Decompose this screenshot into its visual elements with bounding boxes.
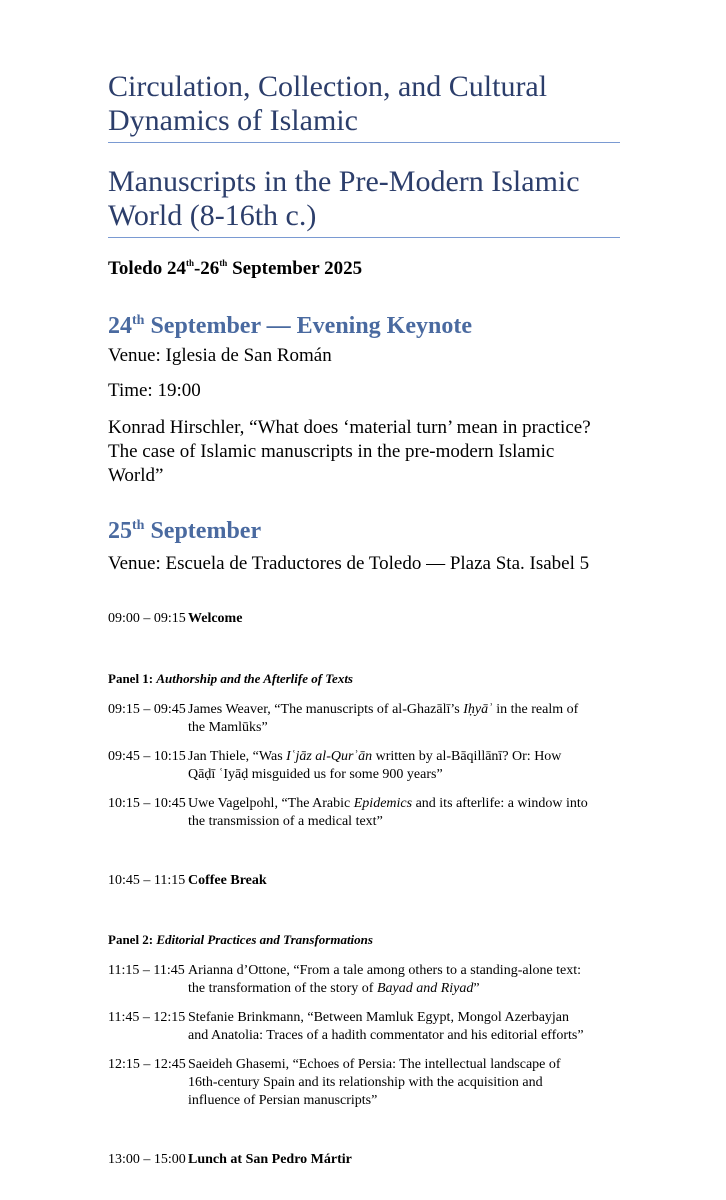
location-dates bbox=[108, 258, 362, 280]
talk-continuation: 16th-century Spain and its relationship with the acquisition and bbox=[188, 1075, 543, 1090]
panel2-title: Editorial Practices and Transformations bbox=[156, 932, 373, 947]
coffee-entry bbox=[108, 872, 608, 890]
day1-heading-num: 24 bbox=[108, 313, 132, 339]
talk-entry bbox=[108, 748, 608, 784]
day1-heading-rest: September — Evening Keynote bbox=[144, 313, 472, 339]
talk-italic: Iḥyāʾ bbox=[463, 702, 493, 717]
day2-heading-rest: September bbox=[144, 518, 262, 544]
day1-venue: Venue: Iglesia de San Román bbox=[108, 345, 332, 366]
entry-time: 11:45 – 12:15 bbox=[108, 1010, 186, 1025]
talk-cont-text: the transformation of the story of bbox=[188, 981, 377, 996]
talk-text: Arianna d’Ottone, “From a tale among others to a standing-alone text: bbox=[188, 963, 582, 978]
talk-text-end: in the realm of bbox=[492, 702, 579, 717]
day2-heading-num: 25 bbox=[108, 518, 132, 544]
panel2-heading bbox=[108, 932, 373, 948]
panel1-title: Authorship and the Afterlife of Texts bbox=[156, 671, 353, 686]
entry-time: 13:00 – 15:00 bbox=[108, 1152, 186, 1167]
entry-time: 10:45 – 11:15 bbox=[108, 873, 186, 888]
entry-time: 09:15 – 09:45 bbox=[108, 702, 186, 717]
talk-continuation: the Mamlūks” bbox=[188, 720, 268, 735]
location-sup2: th bbox=[219, 258, 228, 268]
day1-heading bbox=[108, 313, 472, 340]
talk-text: Saeideh Ghasemi, “Echoes of Persia: The intellectual landscape of bbox=[188, 1057, 561, 1072]
talk-text: James Weaver, “The manuscripts of al-Ghazālī’s bbox=[188, 702, 464, 717]
location-city: Toledo 24 bbox=[108, 258, 186, 279]
talk-text: Stefanie Brinkmann, “Between Mamluk Egypt, Mongol Azerbayjan bbox=[188, 1010, 570, 1025]
talk-text: Jan Thiele, “Was bbox=[188, 749, 287, 764]
talk-continuation bbox=[108, 980, 608, 998]
panel1-heading bbox=[108, 671, 353, 687]
entry-time: 10:15 – 10:45 bbox=[108, 796, 186, 811]
lunch-entry bbox=[108, 1151, 608, 1169]
location-mid: -26 bbox=[193, 258, 220, 279]
talk-italic: Iʿjāz al-Qurʾān bbox=[286, 749, 373, 764]
entry-time: 11:15 – 11:45 bbox=[108, 963, 185, 978]
talk-continuation: the transmission of a medical text” bbox=[188, 814, 383, 829]
talk-text-end: written by al-Bāqillānī? Or: How bbox=[372, 749, 562, 764]
talk-italic: Bayad and Riyad bbox=[376, 981, 474, 996]
talk-continuation: Qāḍī ʿIyāḍ misguided us for some 900 years” bbox=[188, 767, 443, 782]
entry-time: 12:15 – 12:45 bbox=[108, 1057, 186, 1072]
location-rest: September 2025 bbox=[227, 258, 363, 279]
day1-heading-sup: th bbox=[132, 313, 145, 328]
talk-entry bbox=[108, 795, 608, 831]
entry-label: Lunch at San Pedro Mártir bbox=[188, 1152, 352, 1167]
talk-italic: Epidemics bbox=[353, 796, 413, 811]
talk-entry bbox=[108, 1056, 608, 1110]
talk-continuation: and Anatolia: Traces of a hadith commentator and his editorial efforts” bbox=[188, 1028, 584, 1043]
talk-text: Uwe Vagelpohl, “The Arabic bbox=[188, 796, 354, 811]
day2-venue: Venue: Escuela de Traductores de Toledo — Plaza Sta. Isabel 5 bbox=[108, 553, 590, 574]
talk-continuation: influence of Persian manuscripts” bbox=[188, 1093, 378, 1108]
location-sup1: th bbox=[185, 258, 194, 268]
conference-title-part2: Manuscripts in the Pre-Modern Islamic World (8-16th c.) bbox=[108, 165, 620, 238]
day2-heading-sup: th bbox=[132, 518, 145, 533]
entry-label: Welcome bbox=[188, 611, 243, 626]
keynote-talk: Konrad Hirschler, “What does ‘material turn’ mean in practice? The case of Islamic manuscripts in the pre-modern Islamic World” bbox=[108, 417, 591, 486]
panel2-prefix: Panel 2: bbox=[108, 932, 157, 947]
day2-heading bbox=[108, 518, 261, 545]
conference-title-part1: Circulation, Collection, and Cultural Dynamics of Islamic bbox=[108, 70, 620, 143]
welcome-entry bbox=[108, 610, 608, 628]
talk-text-end: and its afterlife: a window into bbox=[412, 796, 588, 811]
entry-label: Coffee Break bbox=[188, 873, 267, 888]
talk-entry bbox=[108, 1009, 608, 1045]
talk-cont-end: ” bbox=[473, 981, 480, 996]
day1-time: Time: 19:00 bbox=[108, 380, 201, 401]
panel1-prefix: Panel 1: bbox=[108, 671, 157, 686]
entry-time: 09:45 – 10:15 bbox=[108, 749, 186, 764]
talk-entry bbox=[108, 962, 608, 998]
entry-time: 09:00 – 09:15 bbox=[108, 611, 186, 626]
talk-entry bbox=[108, 701, 608, 737]
